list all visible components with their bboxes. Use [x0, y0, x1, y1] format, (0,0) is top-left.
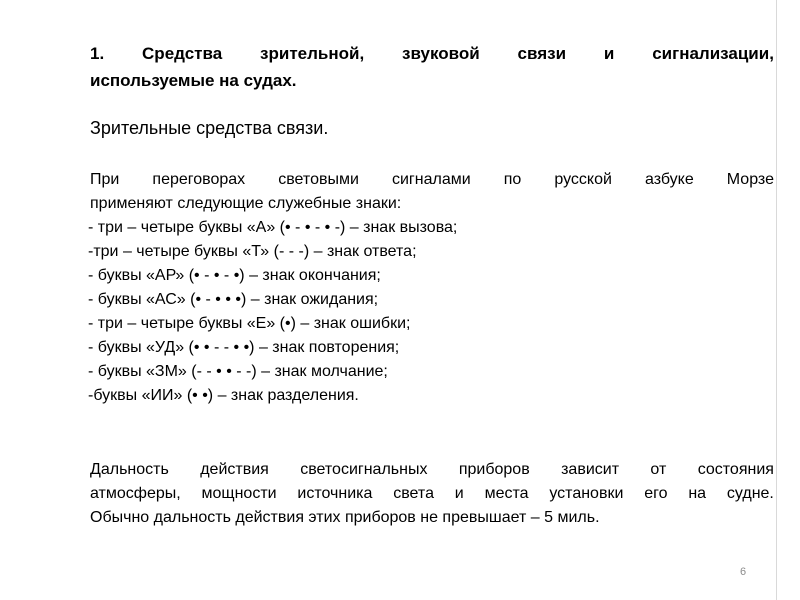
- heading-line-1: [90, 40, 774, 67]
- range-word: от: [650, 461, 667, 478]
- signal-item-answer: -три – четыре буквы «Т» (- - -) – знак ответа;: [88, 243, 417, 260]
- range-paragraph: [90, 458, 774, 530]
- range-word: установки: [549, 485, 624, 502]
- subsection-title: [90, 116, 328, 140]
- range-word: его: [644, 485, 668, 502]
- slide-border: [776, 0, 777, 600]
- intro-word: по: [503, 171, 522, 188]
- intro-word: сигналами: [391, 171, 471, 188]
- subsection-title-period: .: [323, 118, 329, 138]
- signal-item-wait: - буквы «АС» (• - • • •) – знак ожидания;: [88, 291, 379, 308]
- intro-word: переговорах: [152, 171, 246, 188]
- intro-word: Морзе: [726, 171, 774, 188]
- intro-paragraph: [90, 168, 774, 216]
- range-word: светосигнальных: [300, 461, 428, 478]
- heading-word: 1.: [90, 44, 105, 63]
- signal-item-error: - три – четыре буквы «Е» (•) – знак ошибки;: [88, 315, 411, 332]
- section-heading: [90, 40, 774, 94]
- range-word: состояния: [697, 461, 774, 478]
- range-word: мощности: [201, 485, 277, 502]
- intro-word: русской: [554, 171, 612, 188]
- intro-word: азбуке: [644, 171, 694, 188]
- heading-word: Средства: [142, 44, 223, 63]
- heading-word: звуковой: [402, 44, 480, 63]
- range-word: зависит: [561, 461, 620, 478]
- range-line-3: Обычно дальность действия этих приборов не превышает – 5 миль.: [90, 509, 600, 526]
- range-word: света: [393, 485, 434, 502]
- intro-word: При: [90, 171, 120, 188]
- signal-item-end: - буквы «АР» (• - • - •) – знак окончания;: [88, 267, 381, 284]
- range-word: приборов: [458, 461, 530, 478]
- intro-word: световыми: [278, 171, 359, 188]
- intro-line-2: применяют следующие служебные знаки:: [90, 195, 402, 212]
- heading-word: и: [603, 44, 615, 63]
- signal-item-repeat: - буквы «УД» (• • - - • •) – знак повторения;: [88, 339, 400, 356]
- range-word: места: [484, 485, 529, 502]
- range-word: судне.: [726, 485, 774, 502]
- range-word: действия: [200, 461, 269, 478]
- signal-item-call: - три – четыре буквы «А» (• - • - • -) – знак вызова;: [88, 219, 458, 236]
- signal-item-separation: -буквы «ИИ» (• •) – знак разделения.: [88, 387, 359, 404]
- range-word: Дальность: [90, 461, 169, 478]
- range-word: на: [688, 485, 707, 502]
- heading-word: связи: [517, 44, 567, 63]
- heading-line-2: используемые на судах.: [90, 71, 297, 90]
- range-word: и: [454, 485, 464, 502]
- subsection-title-text: Зрительные средства связи: [90, 118, 324, 138]
- range-line-2: [90, 482, 774, 506]
- heading-word: сигнализации,: [652, 44, 774, 63]
- range-word: источника: [297, 485, 373, 502]
- page-number: 6: [740, 566, 747, 578]
- range-word: атмосферы,: [90, 485, 181, 502]
- range-line-1: [90, 458, 774, 482]
- service-signals-list: [88, 216, 772, 408]
- intro-line-1: [90, 168, 774, 192]
- signal-item-silence: - буквы «ЗМ» (- - • • - -) – знак молчание;: [88, 363, 388, 380]
- heading-word: зрительной,: [260, 44, 365, 63]
